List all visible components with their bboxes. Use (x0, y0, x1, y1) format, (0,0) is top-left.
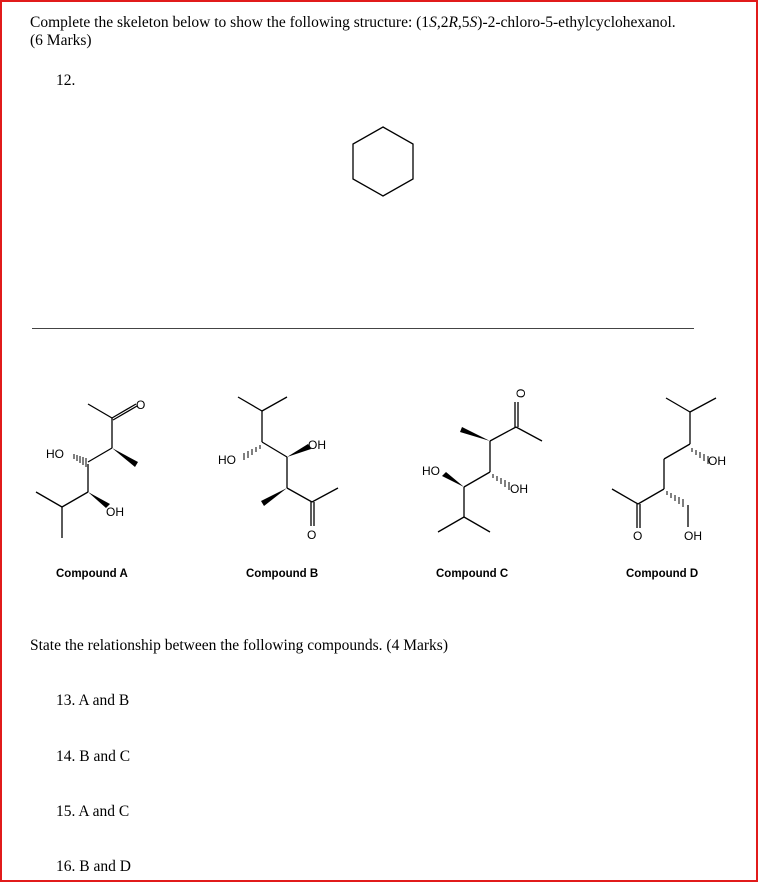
compound-b-hash-bond-ho (244, 445, 260, 460)
question-13: 13. A and B (56, 692, 130, 709)
question-16: 16. B and D (56, 858, 131, 875)
compound-d-label: Compound D (626, 568, 699, 580)
compound-d-structure (612, 398, 726, 543)
compound-b-oxygen: O (307, 528, 317, 542)
compound-c-label: Compound C (436, 568, 509, 580)
question-15: 15. A and C (56, 803, 130, 820)
compound-a-structure (36, 398, 145, 538)
compound-a-label: Compound A (56, 568, 128, 580)
question-marks: (6 Marks) (30, 32, 92, 49)
compound-d-oxygen: O (633, 529, 643, 543)
compound-c-ho: HO (422, 464, 440, 478)
question-number-12: 12. (56, 72, 76, 89)
compound-b-ho: HO (218, 453, 236, 467)
compound-a-oh: OH (106, 505, 124, 519)
compound-d-oh-bottom: OH (684, 529, 702, 543)
compound-a-ho: HO (46, 447, 64, 461)
compound-a-oxygen: O (136, 398, 146, 412)
question-14: 14. B and C (56, 748, 131, 765)
compound-b-oh: OH (308, 438, 326, 452)
compound-c-oh: OH (510, 482, 528, 496)
relationship-prompt: State the relationship between the following compounds. (4 Marks) (30, 637, 448, 654)
compound-d-hash-bond-oh-bottom (667, 491, 683, 507)
compound-d-oh-top: OH (708, 454, 726, 468)
compound-d-hash-bond-oh-top (692, 448, 708, 464)
question-text: Complete the skeleton below to show the following structure: (1S,2R,5S)-2-chloro-5-ethylcyclohexanol. (30, 14, 676, 31)
compound-c-oxygen: O (514, 388, 528, 398)
compound-b-structure (218, 397, 338, 542)
compound-c-structure (422, 389, 542, 532)
compound-structures (2, 2, 758, 602)
compound-a-hash-bond-ho (74, 454, 86, 467)
compound-c-hash-bond-oh (493, 474, 509, 490)
compound-b-label: Compound B (246, 568, 319, 580)
